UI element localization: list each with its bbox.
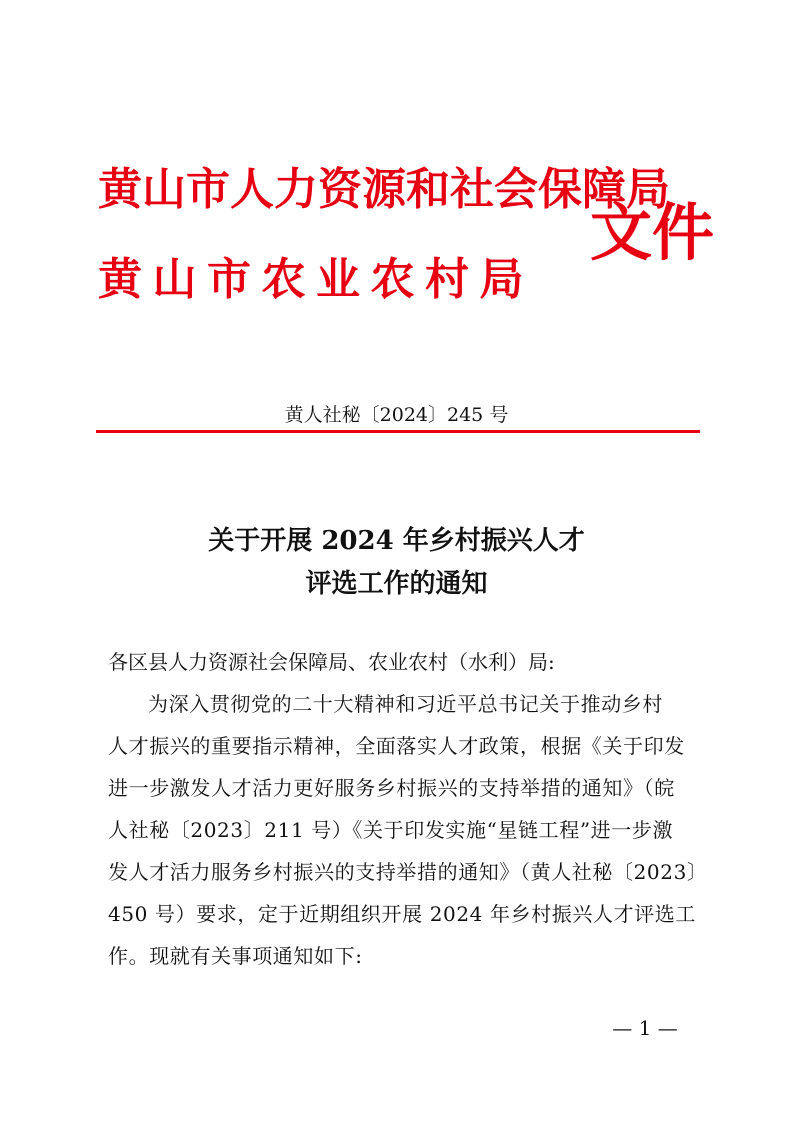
body-line: 作。现就有关事项通知如下: (108, 944, 363, 968)
letterhead-org-line-2: 黄山市农业农村局 (98, 254, 534, 305)
document-number: 黄人社秘〔2024〕245 号 (284, 404, 509, 426)
body-line: 450 号）要求，定于近期组织开展 2024 年乡村振兴人才评选工 (108, 902, 696, 926)
letterhead-org-line-1: 黄山市人力资源和社会保障局 (98, 164, 670, 215)
body-line: 发人才活力服务乡村振兴的支持举措的通知》（黄人社秘〔2023〕 (108, 860, 708, 884)
document-title-line-2: 评选工作的通知 (305, 569, 488, 599)
document-title-line-1: 关于开展 2024 年乡村振兴人才 (208, 526, 585, 556)
body-line: 进一步激发人才活力更好服务乡村振兴的支持举措的通知》（皖 (108, 776, 675, 800)
body-line: 人才振兴的重要指示精神，全面落实人才政策，根据《关于印发 (108, 734, 685, 758)
red-divider-line (96, 430, 700, 433)
letterhead-doc-type: 文件 (590, 196, 715, 269)
page-number: — 1 — (612, 1016, 678, 1040)
body-line: 为深入贯彻党的二十大精神和习近平总书记关于推动乡村 (148, 692, 663, 716)
addressee: 各区县人力资源社会保障局、农业农村（水利）局: (108, 650, 555, 674)
body-line: 人社秘〔2023〕211 号）《关于印发实施“星链工程”进一步激 (108, 818, 674, 842)
